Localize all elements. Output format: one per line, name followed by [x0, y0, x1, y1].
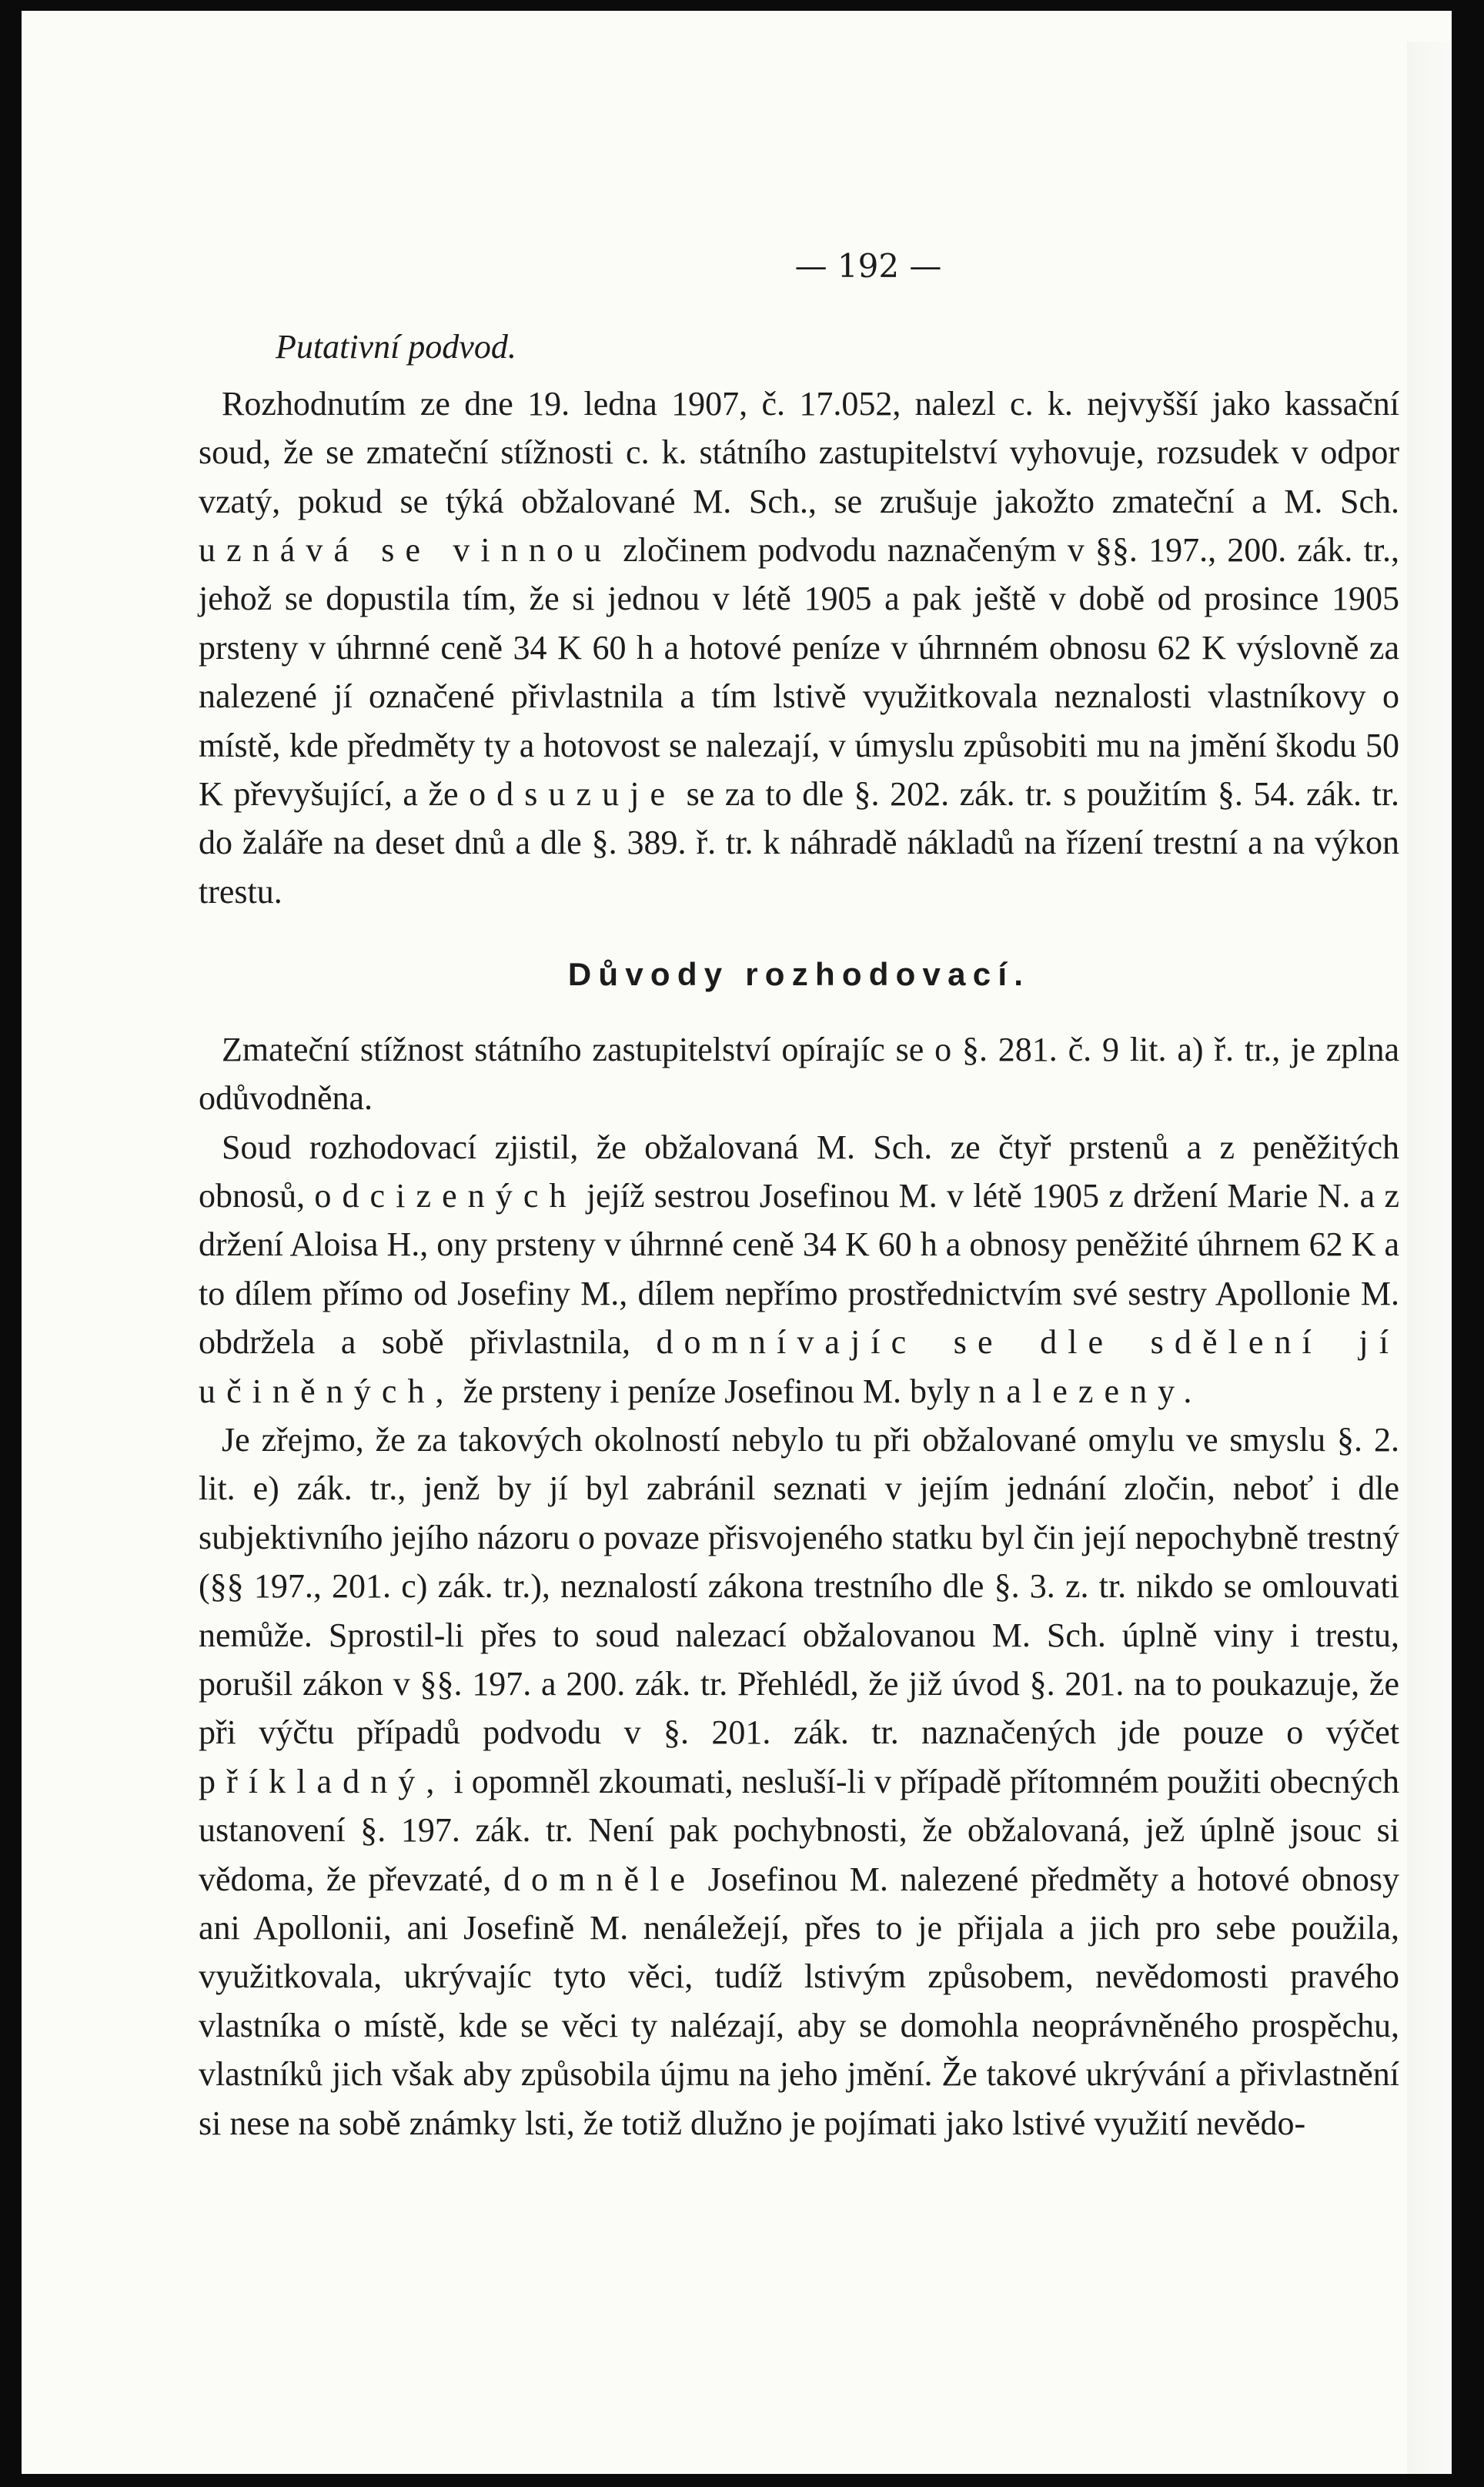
ruling-text-3: se za to dle §. 202. zák. tr. s použitím §. 54. zák. tr. do žaláře na deset dnů a dle §. 389. ř. tr. k náhradě nákladů na řízení trestní a na výkon trestu.	[199, 775, 1399, 911]
findings-emph-believing: domnívajíc se dle sdělení jí učiněných,	[199, 1323, 1400, 1410]
page-number: — 192 —	[794, 247, 942, 285]
page-edge-shadow	[1407, 42, 1452, 2474]
paragraph-appeal: Zmateční stížnost státního zastupitelství opírajíc se o §. 281. č. 9 lit. a) ř. tr., je zplna odůvodněna.	[199, 1030, 1399, 1118]
findings-text-1: Soud rozhodovací zjistil, že obžalovaná M. Sch. ze čtyř prstenů a z peněžitých obnosů,	[199, 1128, 1399, 1215]
findings-text-3: že prsteny i peníze Josefinou M. byly	[463, 1372, 971, 1410]
reasoning-text-1: Je zřejmo, že za takových okolností nebylo tu při obžalované omylu ve smyslu §. 2. lit. e) zák. tr., jenž by jí byl zabránil seznati v jejím jednání zločin, neboť i dle subjektivního jejího názoru o povaze přisvojeného statku byl čin její nepochybně trestný (§§ 197., 201. c) zák. tr.), neznalostí zákona trestního dle §. 3. z. tr. nikdo se omlouvati nemůže. Sprostil-li přes to soud nalezací obžalovanou M. Sch. úplně viny i trestu, porušil zákon v §§. 197. a 200. zák. tr. Přehlédl, že již úvod §. 201. na to poukazuje, že při výčtu případů podvodu v §. 201. zák. tr. naznačených jde pouze o výčet	[199, 1420, 1399, 1752]
text-column	[199, 242, 1399, 2148]
reasoning-text-2: i opomněl zkoumati, nesluší-li v případě přítomném použiti obecných ustanovení §. 197. zák. tr. Není pak pochybnosti, že obžalovaná, jež úplně jsouc si vědoma, že převzaté,	[199, 1762, 1399, 1898]
section-heading: Putativní podvod.	[276, 328, 516, 366]
paragraph-legal-reasoning	[199, 1416, 1399, 2148]
paragraph-findings	[199, 1123, 1399, 1416]
ruling-text-2: zločinem podvodu naznačeným v §§. 197., 200. zák. tr., jehož se dopustila tím, že si jednou v létě 1905 a pak ještě v době od prosince 1905 prsteny v úhrnné ceně 34 K 60 h a hotové peníze v úhrnném obnosu 62 K výslovně za nalezené jí označené přivlastnila a tím lstivě využitkovala neznalosti vlastníkovy o místě, kde předměty ty a hotovost se nalezají, v úmyslu způsobiti mu na jmění škodu 50 K převyšující, a že	[199, 531, 1400, 814]
ruling-emph-guilty: uznává se vinnou	[199, 531, 613, 570]
reasons-title: Důvody rozhodovací.	[567, 956, 1031, 993]
reasoning-emph-supposedly: domněle	[503, 1860, 697, 1898]
paragraph-ruling	[199, 379, 1399, 916]
findings-text-2: jejíž sestrou Josefinou M. v létě 1905 z držení Marie N. a z držení Aloisa H., ony prsteny v úhrnné ceně 34 K 60 h a obnosy peněžité úhrnem 62 K a to dílem přímo od Josefiny M., dílem nepřímo prostřednictvím své sestry Apollonie M. obdržela a sobě přivlastnila,	[199, 1176, 1399, 1362]
ruling-emph-sentenced: odsuzuje	[469, 775, 677, 814]
findings-emph-found: nalezeny.	[978, 1372, 1203, 1410]
scanned-page	[22, 11, 1452, 2474]
reasoning-text-3: Josefinou M. nalezené předměty a hotové obnosy ani Apollonii, ani Josefině M. nenáležejí, přes to je přijala a jich pro sebe použila, využitkovala, ukrývajíc tyto věci, tudíž lstivým způsobem, nevědomosti pravého vlastníka o místě, kde se věci ty nalézají, aby se domohla neoprávněného prospěchu, vlastníků jich však aby způsobila újmu na jeho jmění. Že takové ukrývání a přivlastnění si nese na sobě známky lsti, že totiž dlužno je pojímati jako lstivé využití nevědo-	[199, 1860, 1400, 2142]
ruling-text-1: Rozhodnutím ze dne 19. ledna 1907, č. 17.052, nalezl c. k. nejvyšší jako kassační soud, že se zmateční stížnosti c. k. státního zastupitelství vyhovuje, rozsudek v odpor vzatý, pokud se týká obžalované M. Sch., se zrušuje jakožto zmateční a M. Sch.	[199, 384, 1399, 520]
findings-emph-stolen: odcizených	[314, 1176, 577, 1215]
reasoning-emph-example: příkladný,	[199, 1762, 446, 1800]
